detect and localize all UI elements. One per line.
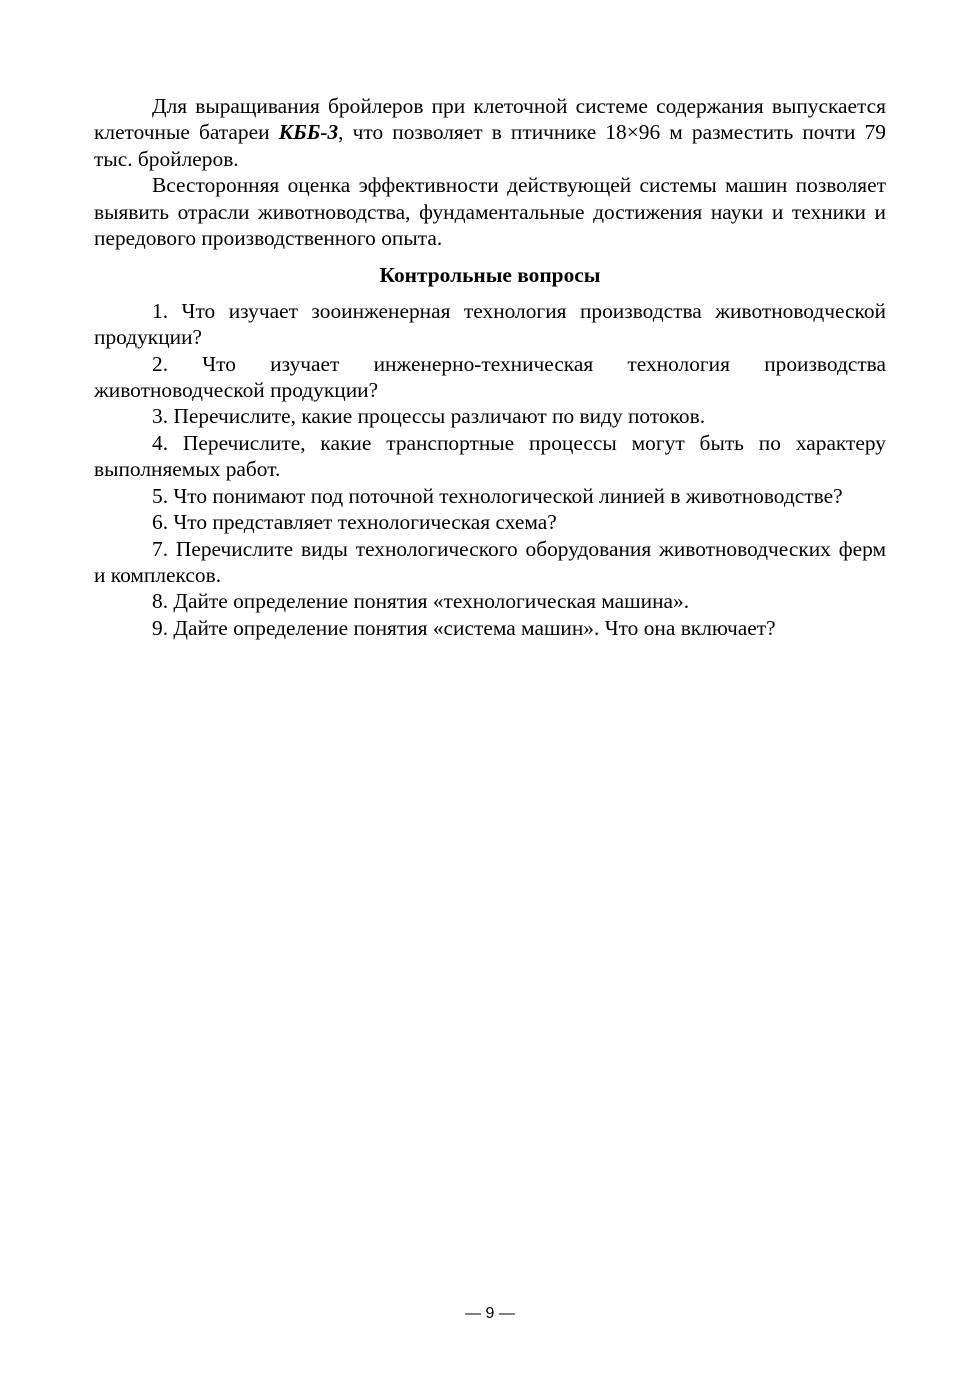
question-item: 2. Что изучает инженерно-техническая технология производства животноводческой продукции?: [94, 351, 886, 403]
paragraph-broilers: [94, 93, 886, 172]
question-item: 9. Дайте определение понятия «система машин». Что она включает?: [152, 615, 776, 640]
question-item: 3. Перечислите, какие процессы различают по виду потоков.: [152, 404, 706, 429]
question-item: 6. Что представляет технологическая схема?: [152, 510, 557, 535]
question-item: 1. Что изучает зооинженерная технология производства животноводческой продукции?: [94, 298, 886, 350]
question-item: 7. Перечислите виды технологического оборудования животноводческих ферм и комплексов.: [94, 536, 886, 587]
paragraph-broilers-before: Для выращивания бройлеров при клеточной системе содержания выпускается клеточные батареи: [94, 94, 886, 145]
paragraph-broilers-after: , что позволяет в птичнике 18×96 м разместить почти 79 тыс. бройлеров.: [94, 120, 886, 171]
battery-model-emphasis: КББ-3: [278, 120, 339, 145]
question-item: 5. Что понимают под поточной технологической линией в животноводстве?: [152, 483, 843, 508]
document-body: [94, 93, 886, 641]
section-heading: Контрольные вопросы: [379, 263, 601, 288]
question-item: 8. Дайте определение понятия «технологическая машина».: [152, 589, 690, 614]
question-item: 4. Перечислите, какие транспортные процессы могут быть по характеру выполняемых работ.: [94, 430, 886, 482]
page-number: — 9 —: [465, 1305, 515, 1322]
paragraph-evaluation: Всесторонняя оценка эффективности действующей системы машин позволяет выявить отрасли животноводства, фундаментальные достижения науки и техники и передового производственного опыта.: [94, 173, 886, 251]
